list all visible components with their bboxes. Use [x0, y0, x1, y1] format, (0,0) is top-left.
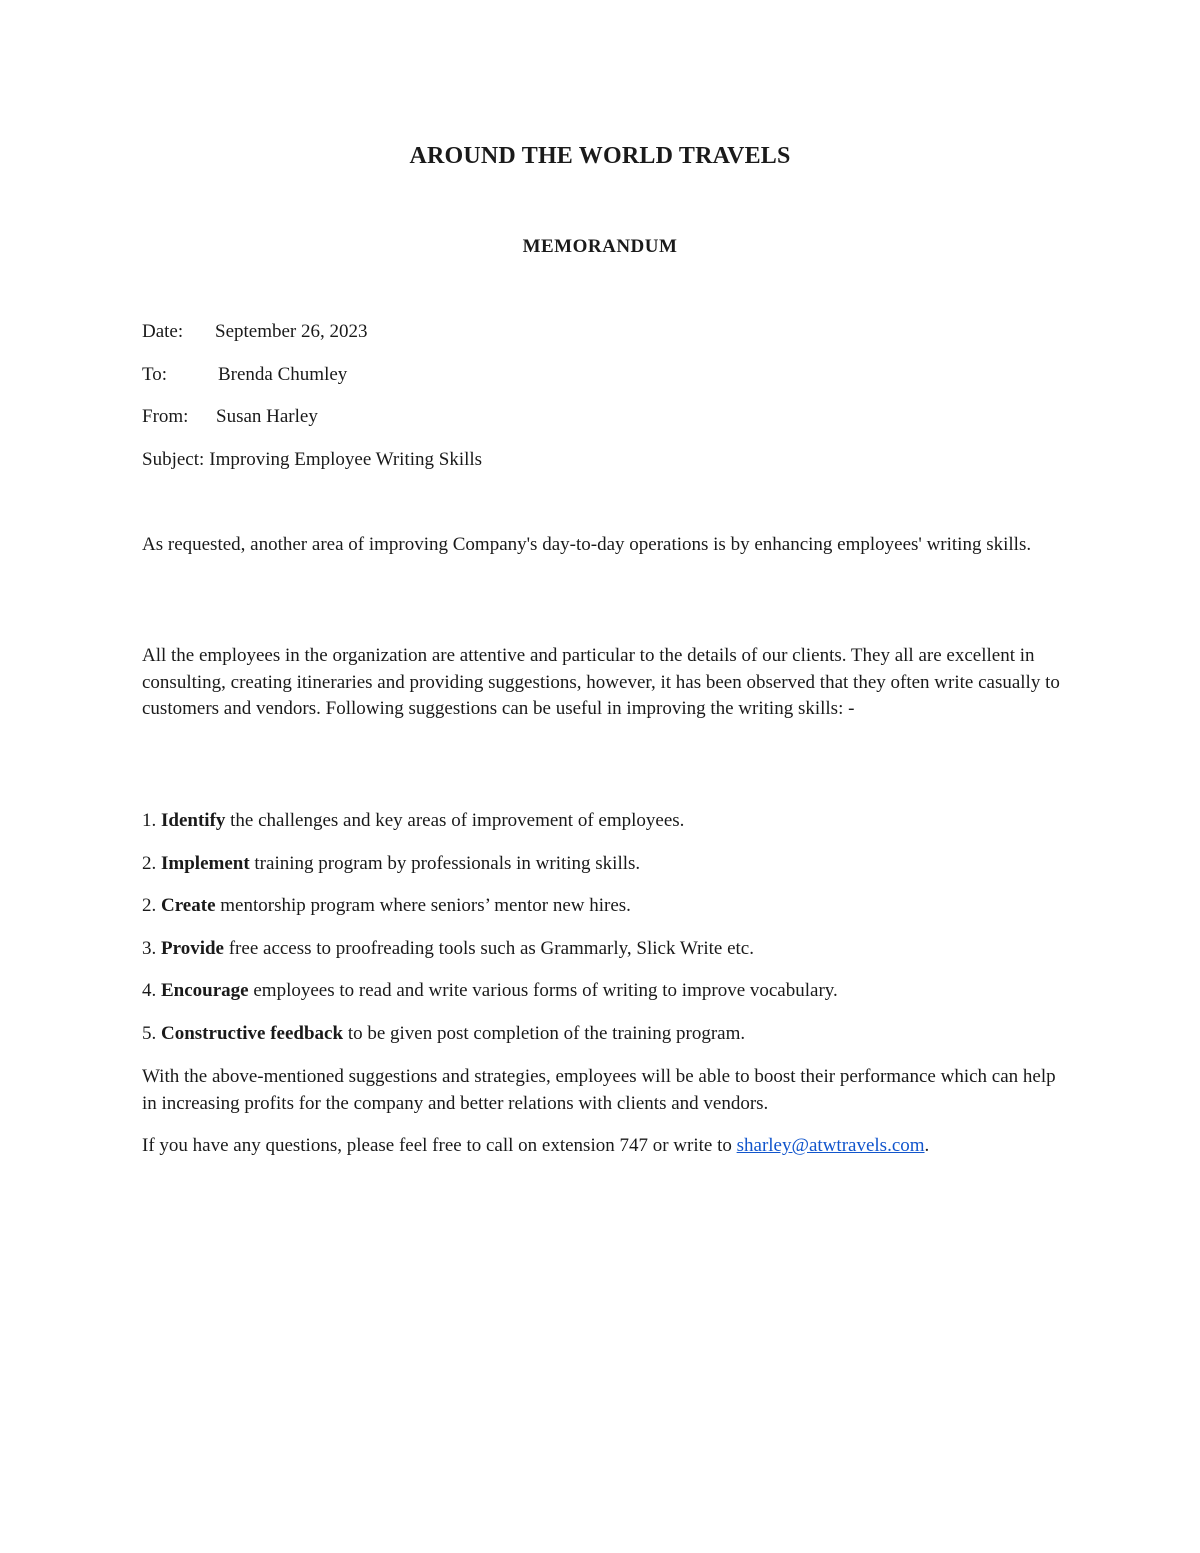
suggestion-item: [142, 893, 1062, 936]
suggestion-item: [142, 851, 1062, 894]
to-row: [142, 363, 482, 406]
suggestion-text: mentorship program where seniors’ mentor new hires.: [220, 895, 631, 916]
email-link[interactable]: sharley@atwtravels.com: [736, 1135, 925, 1156]
suggestion-text: training program by professionals in writing skills.: [254, 852, 641, 874]
subject-label: Subject:: [142, 448, 205, 470]
contact-paragraph: [142, 1133, 1062, 1160]
contact-prefix: If you have any questions, please feel free to call on extension 747 or write to: [142, 1135, 737, 1156]
suggestion-keyword: Encourage: [161, 980, 249, 1001]
from-row: [142, 405, 482, 448]
suggestion-keyword: Create: [161, 895, 216, 916]
suggestion-keyword: Provide: [161, 937, 224, 959]
suggestion-number: 1.: [142, 810, 157, 831]
closing-paragraph: With the above-mentioned suggestions and strategies, employees will be able to boost their performance which can help in increasing profits for the company and better relations with clients and vendors.: [142, 1066, 1056, 1114]
from-value: Susan Harley: [216, 406, 318, 427]
suggestion-text: free access to proofreading tools such as Grammarly, Slick Write etc.: [228, 937, 754, 959]
suggestion-text: the challenges and key areas of improvement of employees.: [230, 810, 685, 831]
suggestion-number: 2.: [142, 895, 157, 916]
suggestion-text: to be given post completion of the training program.: [347, 1022, 746, 1044]
suggestion-item: [142, 808, 1062, 851]
to-label: To:: [142, 363, 168, 385]
suggestion-list: [142, 808, 1062, 1063]
contact-suffix: .: [924, 1135, 930, 1156]
from-label: From:: [142, 406, 189, 427]
date-row: [142, 320, 482, 363]
suggestion-keyword: Constructive feedback: [161, 1022, 344, 1044]
suggestion-text: employees to read and write various forms of writing to improve vocabulary.: [253, 980, 838, 1001]
suggestion-number: 5.: [142, 1022, 157, 1044]
to-value: Brenda Chumley: [218, 363, 348, 385]
suggestion-number: 4.: [142, 980, 157, 1001]
suggestion-item: [142, 936, 1062, 979]
suggestion-item: [142, 1021, 1062, 1064]
intro-paragraph: As requested, another area of improving Company's day-to-day operations is by enhancing employees' writing skills.: [142, 534, 1032, 555]
date-label: Date:: [142, 321, 184, 342]
body-paragraph: All the employees in the organization are attentive and particular to the details of our clients. They all are excellent in consulting, creating itineraries and providing suggestions, however, it has been observed that they often write casually to customers and vendors. Following suggestions can be useful in improving the writing skills: -: [142, 645, 1060, 719]
suggestion-keyword: Implement: [161, 852, 250, 874]
subject-row: [142, 448, 482, 491]
suggestion-number: 2.: [142, 852, 157, 874]
memo-header: [142, 320, 482, 490]
suggestion-number: 3.: [142, 937, 157, 959]
suggestion-keyword: Identify: [161, 810, 226, 831]
subject-value: Improving Employee Writing Skills: [209, 448, 483, 470]
date-value: September 26, 2023: [215, 321, 368, 342]
memo-title: MEMORANDUM: [522, 236, 678, 257]
company-title: AROUND THE WORLD TRAVELS: [409, 143, 791, 169]
suggestion-item: [142, 978, 1062, 1021]
